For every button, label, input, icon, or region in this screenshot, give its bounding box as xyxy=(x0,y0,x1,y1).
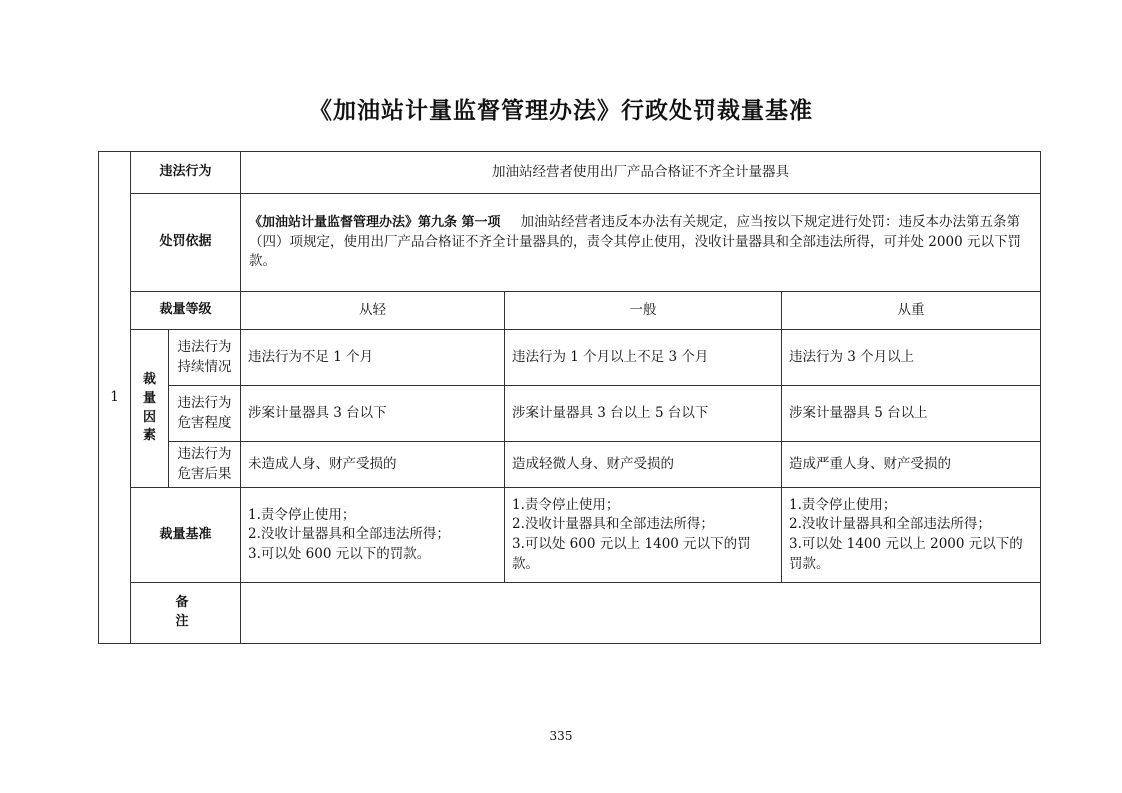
notes-row xyxy=(99,583,1041,644)
penalty-table xyxy=(98,151,1041,644)
penalty-basis-row xyxy=(99,194,1041,292)
factor-value: 未造成人身、财产受损的 xyxy=(241,442,505,488)
penalty-basis-source: 《加油站计量监督管理办法》第九条 第一项 xyxy=(249,215,501,231)
factor-value: 违法行为 1 个月以上不足 3 个月 xyxy=(505,330,782,386)
criteria-row xyxy=(99,488,1041,583)
criteria-item: 2.没收计量器具和全部违法所得； xyxy=(512,516,714,533)
factor-row-severity xyxy=(99,386,1041,442)
criteria-severe xyxy=(782,488,1041,583)
criteria-lenient xyxy=(241,488,505,583)
criteria-item: 2.没收计量器具和全部违法所得； xyxy=(789,516,991,533)
penalty-basis-text: 加油站经营者违反本办法有关规定，应当按以下规定进行处罚：违反本办法第五条第（四）项规定，使用出厂产品合格证不齐全计量器具的，责令其停止使用，没收计量器具和全部违法所得，可并处 2000 元以下罚款。 xyxy=(249,214,1021,270)
criteria-item: 1.责令停止使用； xyxy=(789,496,897,513)
factor-value: 涉案计量器具 3 台以下 xyxy=(241,386,505,442)
factors-label-char: 裁 xyxy=(142,371,156,387)
levels-label: 裁量等级 xyxy=(131,292,241,330)
page-number: 335 xyxy=(549,729,573,743)
notes-value xyxy=(241,583,1041,644)
factor-label: 违法行为持续情况 xyxy=(169,330,241,386)
factor-value: 涉案计量器具 5 台以上 xyxy=(782,386,1041,442)
factor-value: 涉案计量器具 3 台以上 5 台以下 xyxy=(505,386,782,442)
criteria-item: 2.没收计量器具和全部违法所得； xyxy=(248,526,450,543)
penalty-basis-label: 处罚依据 xyxy=(131,194,241,292)
notes-label: 备注 xyxy=(131,583,241,644)
factor-value: 造成轻微人身、财产受损的 xyxy=(505,442,782,488)
factors-label-char: 因 xyxy=(142,409,156,425)
factor-value: 违法行为 3 个月以上 xyxy=(782,330,1041,386)
factors-label-char: 量 xyxy=(142,390,156,406)
criteria-label: 裁量基准 xyxy=(131,488,241,583)
page-title: 《加油站计量监督管理办法》行政处罚裁量基准 xyxy=(309,97,813,124)
criteria-general xyxy=(505,488,782,583)
factors-label-char: 素 xyxy=(142,428,156,444)
violation-label: 违法行为 xyxy=(131,152,241,194)
level-lenient: 从轻 xyxy=(241,292,505,330)
violation-row xyxy=(99,152,1041,194)
criteria-item: 3.可以处 600 元以上 1400 元以下的罚款。 xyxy=(512,536,751,572)
factor-row-consequence xyxy=(99,442,1041,488)
factor-value: 造成严重人身、财产受损的 xyxy=(782,442,1041,488)
factors-group-label xyxy=(131,330,169,488)
levels-row xyxy=(99,292,1041,330)
level-severe: 从重 xyxy=(782,292,1041,330)
penalty-basis-cell xyxy=(241,194,1041,292)
row-number: 1 xyxy=(99,152,131,644)
criteria-item: 3.可以处 1400 元以上 2000 元以下的罚款。 xyxy=(789,536,1023,572)
level-general: 一般 xyxy=(505,292,782,330)
criteria-item: 1.责令停止使用； xyxy=(512,496,620,513)
factor-label: 违法行为危害后果 xyxy=(169,442,241,488)
criteria-item: 3.可以处 600 元以下的罚款。 xyxy=(248,545,431,562)
violation-value: 加油站经营者使用出厂产品合格证不齐全计量器具 xyxy=(241,152,1041,194)
criteria-item: 1.责令停止使用； xyxy=(248,506,356,523)
factor-label: 违法行为危害程度 xyxy=(169,386,241,442)
factor-row-duration xyxy=(99,330,1041,386)
factor-value: 违法行为不足 1 个月 xyxy=(241,330,505,386)
